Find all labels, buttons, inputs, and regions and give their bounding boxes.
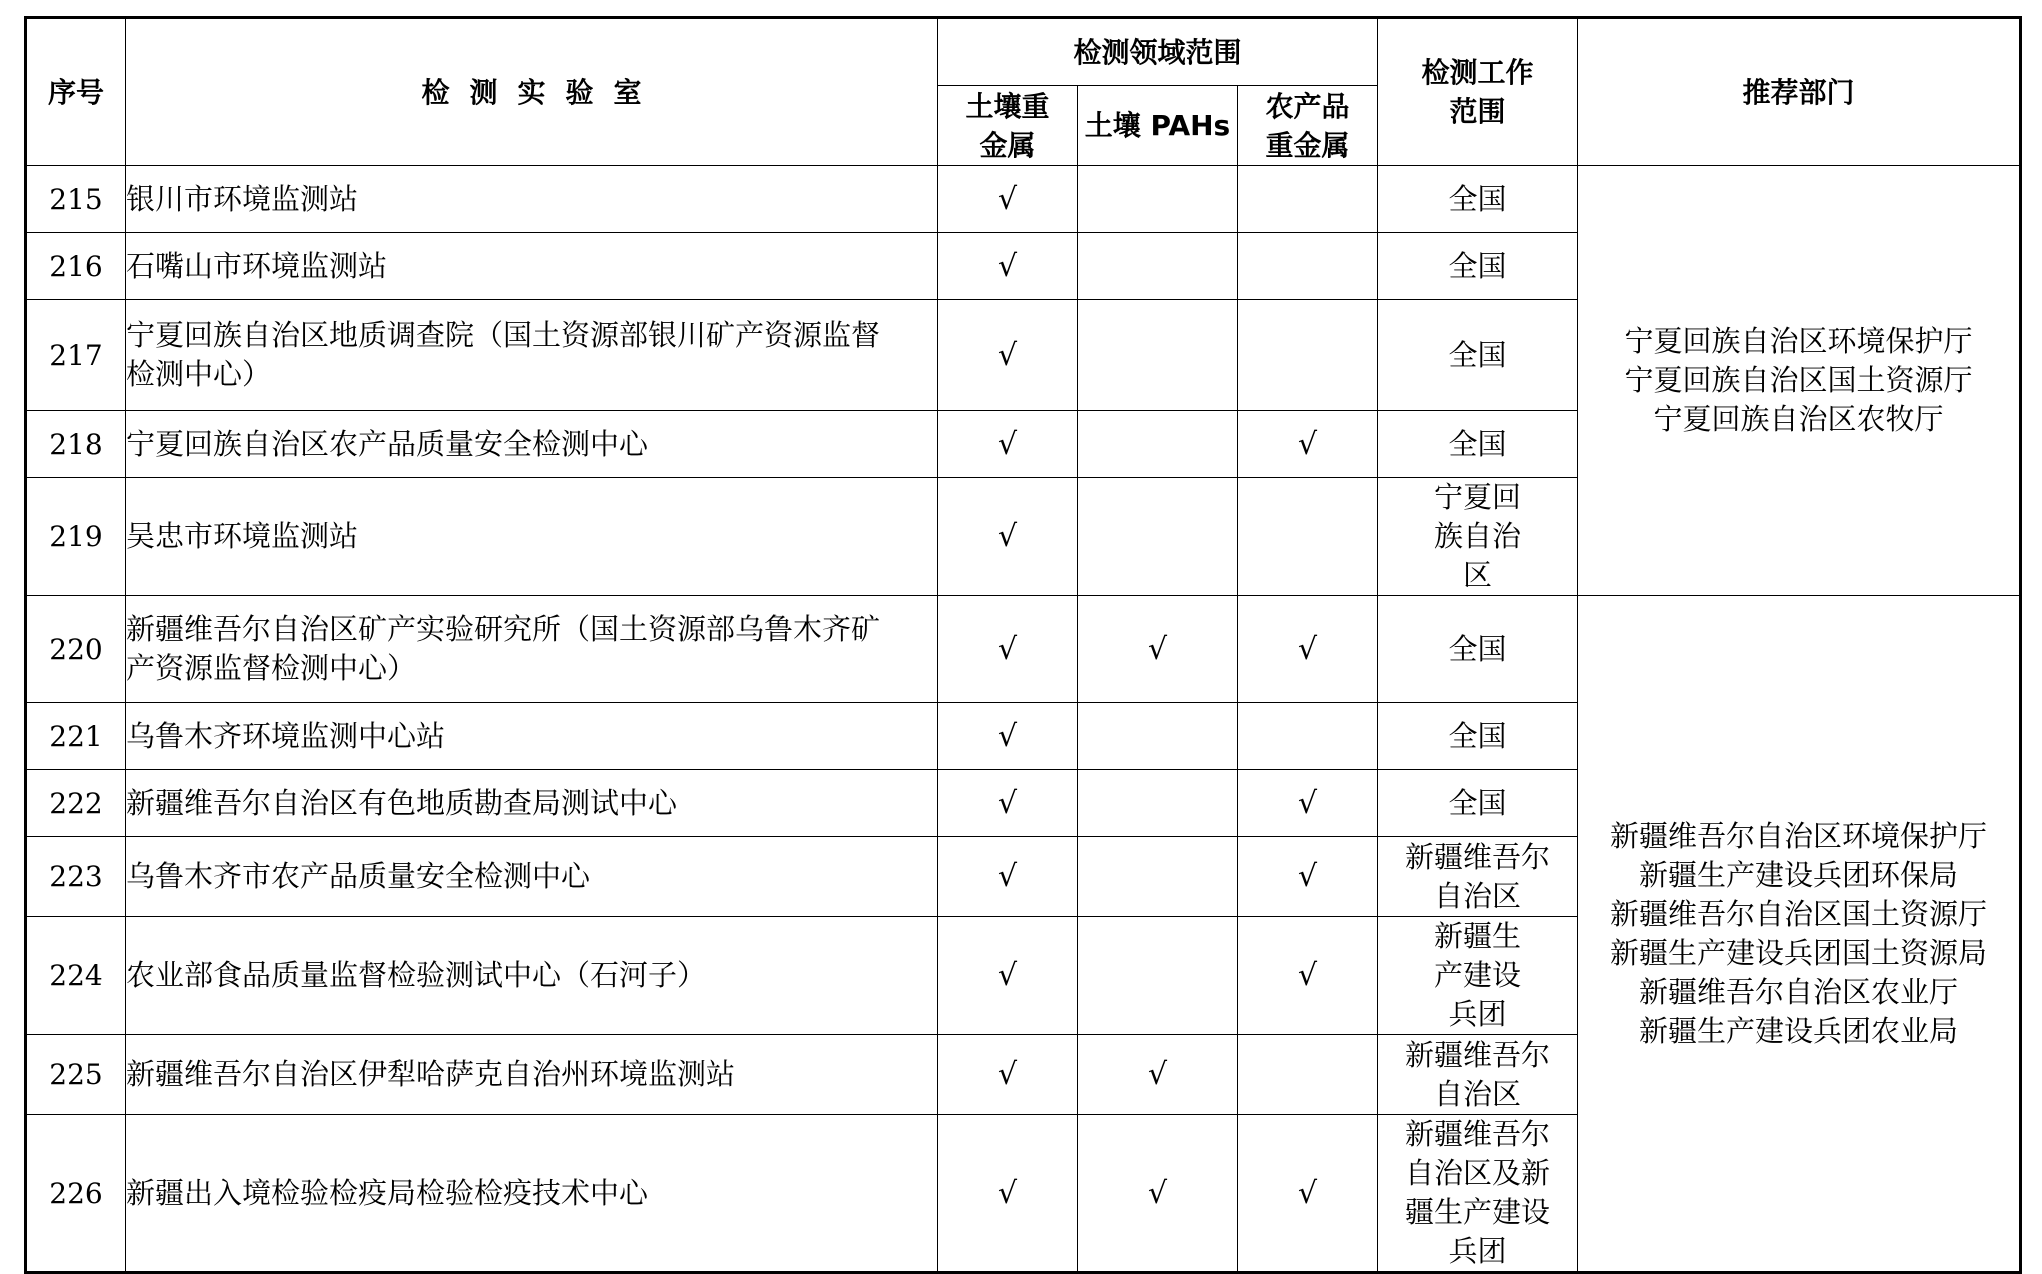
dept-line: 宁夏回族自治区农牧厅 bbox=[1653, 402, 1944, 436]
row-scope-text: 全国 bbox=[1448, 718, 1507, 753]
row-check-agri-metal bbox=[1238, 1115, 1378, 1273]
row-scope-text: 宁夏回族自治区 bbox=[1434, 480, 1522, 592]
row-scope-text: 全国 bbox=[1448, 785, 1507, 820]
row-scope bbox=[1378, 770, 1578, 837]
row-lab-name bbox=[126, 837, 938, 917]
row-scope bbox=[1378, 1115, 1578, 1273]
row-scope bbox=[1378, 411, 1578, 478]
check-mark-icon: √ bbox=[997, 631, 1018, 667]
row-check-agri-metal bbox=[1238, 233, 1378, 300]
check-mark-icon: √ bbox=[997, 859, 1018, 894]
check-mark-icon: √ bbox=[997, 1057, 1018, 1092]
row-scope bbox=[1378, 1035, 1578, 1115]
row-seq: 221 bbox=[26, 703, 126, 770]
check-mark-icon: √ bbox=[1297, 426, 1318, 462]
dept-line: 新疆维吾尔自治区农业厅 bbox=[1639, 974, 1959, 1009]
row-check-soil-pahs bbox=[1078, 411, 1238, 478]
row-check-soil-metal bbox=[938, 1115, 1078, 1273]
row-check-soil-pahs bbox=[1078, 837, 1238, 917]
row-scope-text: 全国 bbox=[1448, 426, 1507, 461]
row-check-agri-metal bbox=[1238, 1035, 1378, 1115]
row-lab-name-text: 新疆维吾尔自治区有色地质勘查局测试中心 bbox=[126, 785, 678, 820]
row-lab-name bbox=[126, 411, 938, 478]
row-check-agri-metal bbox=[1238, 596, 1378, 703]
row-lab-name bbox=[126, 233, 938, 300]
check-mark-icon: √ bbox=[997, 1175, 1018, 1211]
row-check-agri-metal bbox=[1238, 703, 1378, 770]
row-lab-name-text: 农业部食品质量监督检验测试中心（石河子） bbox=[126, 958, 707, 992]
dept-line: 宁夏回族自治区环境保护厅 bbox=[1624, 324, 1973, 358]
row-check-soil-metal bbox=[938, 596, 1078, 703]
row-scope-text: 全国 bbox=[1448, 631, 1507, 666]
row-check-soil-metal bbox=[938, 478, 1078, 596]
row-seq: 219 bbox=[26, 478, 126, 596]
header-field-soil-metal bbox=[938, 86, 1078, 166]
row-check-soil-metal bbox=[938, 1035, 1078, 1115]
header-lab: 检测实验室 bbox=[126, 18, 938, 166]
row-check-agri-metal bbox=[1238, 917, 1378, 1035]
row-check-agri-metal bbox=[1238, 411, 1378, 478]
row-lab-name bbox=[126, 1115, 938, 1273]
row-check-soil-metal bbox=[938, 233, 1078, 300]
row-lab-name-text: 银川市环境监测站 bbox=[126, 181, 359, 216]
row-check-soil-metal bbox=[938, 166, 1078, 233]
check-mark-icon: √ bbox=[1297, 859, 1318, 894]
row-scope bbox=[1378, 596, 1578, 703]
row-scope bbox=[1378, 703, 1578, 770]
dept-group-2 bbox=[1578, 596, 2021, 1273]
row-check-soil-pahs bbox=[1078, 770, 1238, 837]
row-scope bbox=[1378, 478, 1578, 596]
row-seq: 222 bbox=[26, 770, 126, 837]
row-check-soil-pahs bbox=[1078, 1115, 1238, 1273]
row-seq: 225 bbox=[26, 1035, 126, 1115]
laboratory-table bbox=[24, 16, 2022, 1274]
row-seq: 217 bbox=[26, 300, 126, 411]
header-field-group: 检测领域范围 bbox=[938, 18, 1378, 86]
header-field-agri-metal bbox=[1238, 86, 1378, 166]
row-check-soil-pahs bbox=[1078, 300, 1238, 411]
check-mark-icon: √ bbox=[997, 785, 1018, 821]
table-row bbox=[26, 596, 2021, 703]
dept-line: 新疆生产建设兵团环保局 bbox=[1639, 857, 1959, 892]
row-check-soil-pahs bbox=[1078, 233, 1238, 300]
header-field-soil-pahs: 土壤 PAHs bbox=[1078, 86, 1238, 166]
table-body bbox=[26, 166, 2021, 1273]
row-check-soil-pahs bbox=[1078, 478, 1238, 596]
check-mark-icon: √ bbox=[997, 958, 1018, 993]
row-seq: 226 bbox=[26, 1115, 126, 1273]
row-scope-text: 新疆维吾尔自治区及新疆生产建设兵团 bbox=[1405, 1117, 1551, 1268]
row-seq: 220 bbox=[26, 596, 126, 703]
check-mark-icon: √ bbox=[1147, 631, 1168, 667]
row-lab-name-text: 宁夏回族自治区地质调查院（国土资源部银川矿产资源监督检测中心） bbox=[126, 318, 881, 391]
row-scope-text: 全国 bbox=[1448, 248, 1507, 283]
check-mark-icon: √ bbox=[1297, 1175, 1318, 1211]
row-lab-name-text: 乌鲁木齐市农产品质量安全检测中心 bbox=[126, 859, 591, 893]
check-mark-icon: √ bbox=[1297, 631, 1318, 667]
row-lab-name-text: 新疆维吾尔自治区矿产实验研究所（国土资源部乌鲁木齐矿产资源监督检测中心） bbox=[126, 612, 881, 685]
row-seq: 216 bbox=[26, 233, 126, 300]
dept-line: 新疆生产建设兵团农业局 bbox=[1639, 1013, 1959, 1048]
header-seq: 序号 bbox=[26, 18, 126, 166]
row-lab-name bbox=[126, 1035, 938, 1115]
row-scope-text: 新疆维吾尔自治区 bbox=[1405, 839, 1551, 913]
row-check-soil-metal bbox=[938, 770, 1078, 837]
row-scope-text: 全国 bbox=[1448, 337, 1507, 372]
row-check-soil-metal bbox=[938, 703, 1078, 770]
row-lab-name bbox=[126, 596, 938, 703]
row-scope bbox=[1378, 917, 1578, 1035]
row-lab-name bbox=[126, 917, 938, 1035]
header-field-soil-metal-text: 土壤重金属 bbox=[965, 89, 1050, 162]
row-lab-name bbox=[126, 166, 938, 233]
row-check-soil-metal bbox=[938, 411, 1078, 478]
check-mark-icon: √ bbox=[997, 718, 1018, 754]
row-lab-name-text: 新疆出入境检验检疫局检验检疫技术中心 bbox=[126, 1175, 649, 1210]
row-seq: 223 bbox=[26, 837, 126, 917]
dept-line: 新疆生产建设兵团国土资源局 bbox=[1610, 935, 1988, 970]
row-lab-name bbox=[126, 300, 938, 411]
check-mark-icon: √ bbox=[1297, 785, 1318, 821]
row-scope bbox=[1378, 233, 1578, 300]
row-check-agri-metal bbox=[1238, 837, 1378, 917]
check-mark-icon: √ bbox=[997, 519, 1018, 554]
row-check-agri-metal bbox=[1238, 478, 1378, 596]
header-dept: 推荐部门 bbox=[1578, 18, 2021, 166]
header-row-1 bbox=[26, 18, 2021, 86]
row-check-agri-metal bbox=[1238, 166, 1378, 233]
check-mark-icon: √ bbox=[1147, 1057, 1168, 1092]
row-lab-name-text: 新疆维吾尔自治区伊犁哈萨克自治州环境监测站 bbox=[126, 1057, 736, 1091]
row-check-agri-metal bbox=[1238, 770, 1378, 837]
row-scope bbox=[1378, 837, 1578, 917]
row-check-soil-metal bbox=[938, 917, 1078, 1035]
row-lab-name-text: 吴忠市环境监测站 bbox=[126, 519, 359, 553]
row-check-soil-metal bbox=[938, 837, 1078, 917]
row-lab-name bbox=[126, 770, 938, 837]
header-scope bbox=[1378, 18, 1578, 166]
row-lab-name-text: 宁夏回族自治区农产品质量安全检测中心 bbox=[126, 426, 649, 461]
header-field-agri-metal-text: 农产品重金属 bbox=[1265, 89, 1350, 162]
row-check-soil-pahs bbox=[1078, 917, 1238, 1035]
check-mark-icon: √ bbox=[1147, 1175, 1168, 1211]
table-row bbox=[26, 166, 2021, 233]
row-check-soil-pahs bbox=[1078, 703, 1238, 770]
row-check-agri-metal bbox=[1238, 300, 1378, 411]
row-scope bbox=[1378, 300, 1578, 411]
check-mark-icon: √ bbox=[997, 337, 1018, 373]
row-check-soil-metal bbox=[938, 300, 1078, 411]
dept-line: 新疆维吾尔自治区环境保护厅 bbox=[1610, 818, 1988, 853]
row-check-soil-pahs bbox=[1078, 596, 1238, 703]
row-seq: 224 bbox=[26, 917, 126, 1035]
row-check-soil-pahs bbox=[1078, 1035, 1238, 1115]
row-scope-text: 全国 bbox=[1448, 181, 1507, 216]
row-lab-name-text: 石嘴山市环境监测站 bbox=[126, 248, 388, 283]
dept-line: 宁夏回族自治区国土资源厅 bbox=[1624, 363, 1973, 397]
row-lab-name bbox=[126, 478, 938, 596]
row-seq: 218 bbox=[26, 411, 126, 478]
row-scope bbox=[1378, 166, 1578, 233]
row-scope-text: 新疆维吾尔自治区 bbox=[1405, 1037, 1551, 1111]
row-scope-text: 新疆生产建设兵团 bbox=[1434, 919, 1522, 1031]
check-mark-icon: √ bbox=[997, 181, 1018, 217]
row-check-soil-pahs bbox=[1078, 166, 1238, 233]
check-mark-icon: √ bbox=[997, 248, 1018, 284]
header-scope-text: 检测工作范围 bbox=[1421, 56, 1534, 128]
dept-line: 新疆维吾尔自治区国土资源厅 bbox=[1610, 896, 1988, 931]
row-seq: 215 bbox=[26, 166, 126, 233]
row-lab-name-text: 乌鲁木齐环境监测中心站 bbox=[126, 718, 446, 753]
check-mark-icon: √ bbox=[1297, 958, 1318, 993]
check-mark-icon: √ bbox=[997, 426, 1018, 462]
row-lab-name bbox=[126, 703, 938, 770]
dept-group-1 bbox=[1578, 166, 2021, 596]
